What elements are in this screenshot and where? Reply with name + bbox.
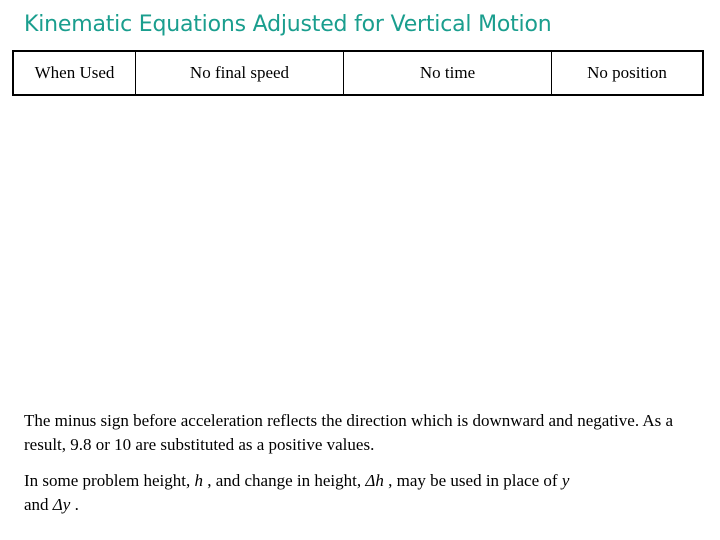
header-no-time: No time (344, 52, 552, 94)
height-note-text: . (70, 495, 79, 514)
slide-title: Kinematic Equations Adjusted for Vertical Motion (24, 12, 552, 37)
var-h: h (194, 471, 203, 490)
height-note (24, 469, 696, 517)
var-y: y (561, 471, 570, 490)
header-no-position: No position (587, 63, 667, 82)
header-when-used: When Used (14, 52, 136, 94)
height-note-text: and (24, 495, 53, 514)
minus-sign-note: The minus sign before acceleration reflects the direction which is downward and negative. As a result, 9.8 or 10 are substituted as a positive values. (24, 411, 674, 454)
var-delta-h: Δh (365, 471, 384, 490)
equations-table (12, 50, 704, 96)
height-note-text: , and change in height, (202, 471, 366, 490)
header-no-final-speed: No final speed (136, 52, 344, 94)
height-note-text: In some problem height, (24, 471, 195, 490)
var-delta-y: Δy (52, 495, 71, 514)
height-note-text: , may be used in place of (383, 471, 562, 490)
